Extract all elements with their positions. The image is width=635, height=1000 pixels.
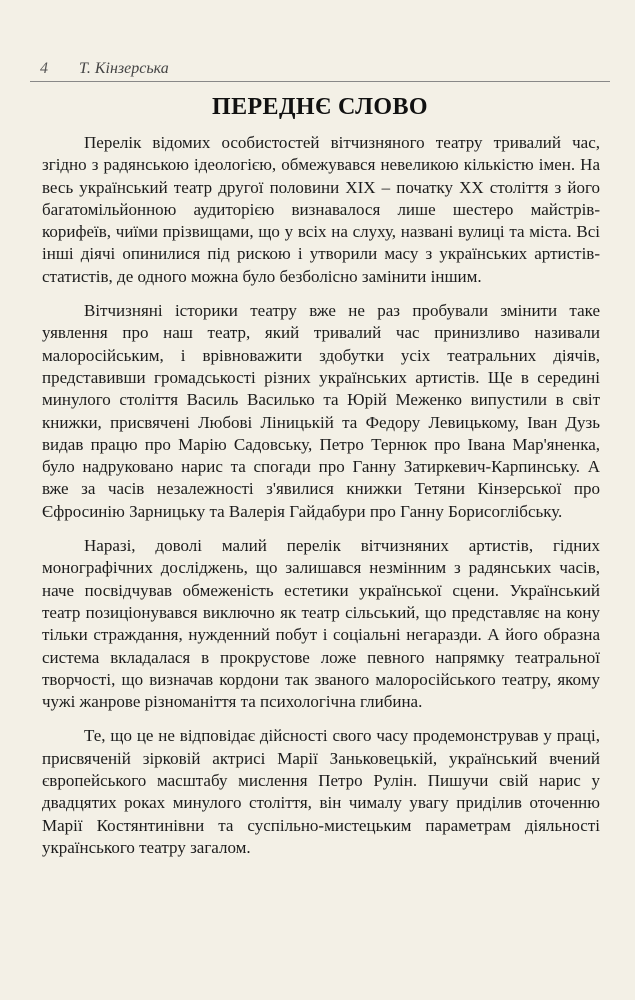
- paragraph-3: Наразі, доволі малий перелік вітчизняних артистів, гідних монографічних досліджень, що залишався незмінним з радянських часів, наче посвідчував обмеженість естетики української сцени. Український театр позиціонувався виключно як театр сільський, що представляє на кону тільки страждання, нужденний побут і соціальні негаразди. А його образна система вкладалася в прокрустове ложе певного напрямку театральної творчості, що визначав кордони так званого малоросійського театру, якому чужі жанрове різноманіття та психологічна глибина.: [42, 536, 600, 712]
- body-text: [42, 132, 600, 859]
- paragraph-1: Перелік відомих особистостей вітчизняного театру тривалий час, згідно з радянською ідеологією, обмежувався невеликою кількістю імен. На весь український театр другої половини XIX – початку XX століття з його багатомільйонною аудиторією визнавалося лише шестеро майстрів-корифеїв, чиїми прізвищами, що у всіх на слуху, названі вулиці та міста. Всі інші діячі опинилися під рискою і утворили масу з українських артистів-статистів, де одного можна було безболісно замінити іншим.: [42, 133, 600, 286]
- paragraph-2: Вітчизняні історики театру вже не раз пробували змінити таке уявлення про наш театр, який тривалий час принизливо називали малоросійським, і врівноважити здобутки усіх театральних діячів, представивши громадськості різних українських артистів. Ще в середині минулого століття Василь Василько та Юрій Меженко випустили в світ книжки, присвячені Любові Ліницькій та Федору Левицькому, Іван Дузь видав працю про Марію Садовську, Петро Тернюк про Івана Мар'яненка, було надруковано нарис та спогади про Ганну Затиркевич-Карпинську. А вже за часів незалежності з'явилися книжки Тетяни Кінзерської про Єфросинію Зарницьку та Валерія Гайдабури про Ганну Борисоглібську.: [42, 301, 600, 521]
- page-number: 4: [40, 60, 48, 77]
- paragraph-4: Те, що це не відповідає дійсності свого часу продемонстрував у праці, присвяченій зірковій актрисі Марії Заньковецькій, український вчений європейського масштабу мислення Петро Рулін. Пишучи свій нарис у двадцятих роках минулого століття, він чималу увагу приділив оточенню Марії Костянтинівни та суспільно-мистецьким параметрам діяльності українського театру загалом.: [42, 726, 600, 857]
- header-rule: [30, 81, 610, 82]
- chapter-title: ПЕРЕДНЄ СЛОВО: [212, 94, 428, 120]
- running-head-author: Т. Кінзерська: [79, 60, 169, 77]
- running-header: [30, 60, 610, 86]
